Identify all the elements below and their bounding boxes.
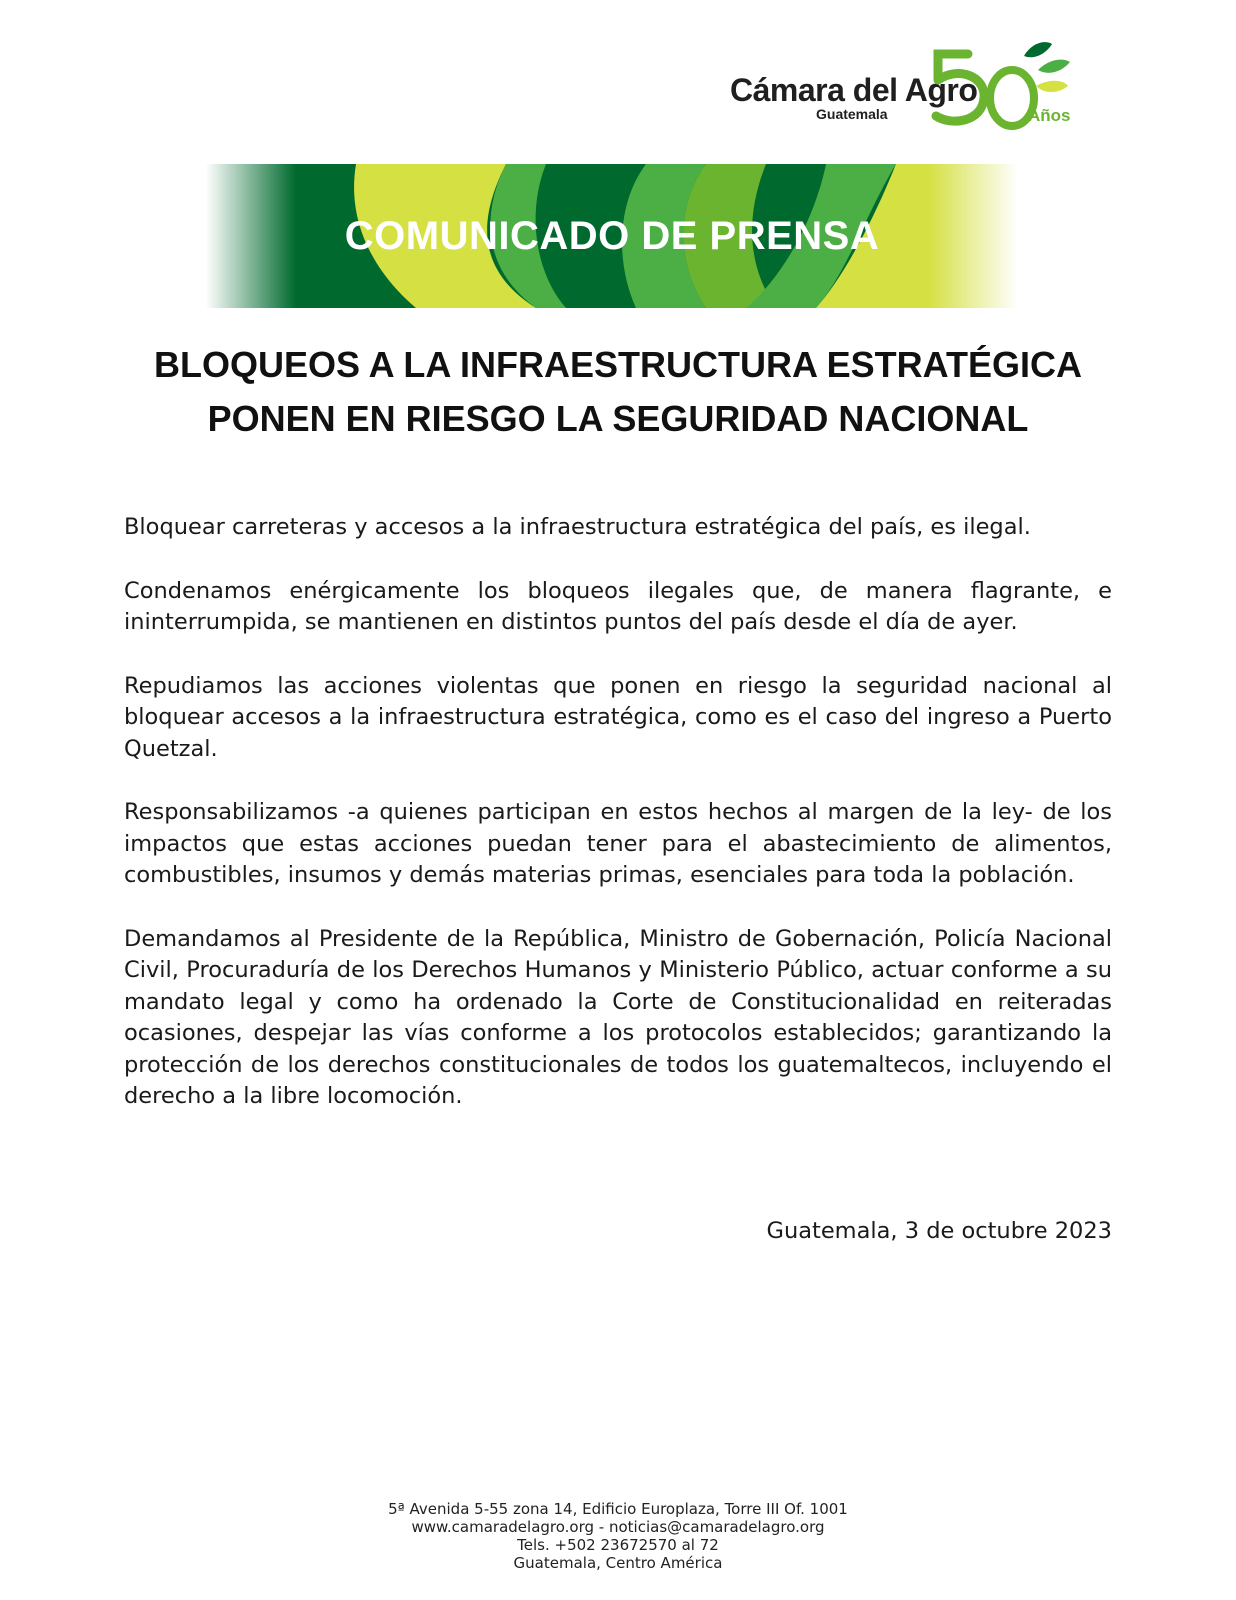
footer-location: Guatemala, Centro América <box>513 1554 723 1572</box>
logo-anos: Años <box>1028 106 1071 125</box>
footer-address: 5ª Avenida 5-55 zona 14, Edificio Europlaza, Torre III Of. 1001 <box>388 1500 848 1518</box>
footer-phones: Tels. +502 23672570 al 72 <box>517 1536 719 1554</box>
press-release-banner <box>206 164 1018 308</box>
headline-line-1: BLOQUEOS A LA INFRAESTRUCTURA ESTRATÉGICA <box>154 344 1082 385</box>
paragraph: Responsabilizamos -a quienes participan en estos hechos al margen de la ley- de los impactos que estas acciones puedan tener para el abastecimiento de alimentos, combustibles, insumos y demás materias primas, esenciales para toda la población. <box>124 799 1112 888</box>
statement-body <box>124 512 1112 1145</box>
logo-name: Cámara del Agro <box>730 72 978 108</box>
footer-web-email: www.camaradelagro.org - noticias@camaradelagro.org <box>411 1518 825 1536</box>
headline-line-2: PONEN EN RIESGO LA SEGURIDAD NACIONAL <box>207 398 1029 439</box>
paragraph: Bloquear carreteras y accesos a la infraestructura estratégica del país, es ilegal. <box>124 514 1031 540</box>
headline <box>120 338 1116 446</box>
banner-title: COMUNICADO DE PRENSA <box>344 214 880 258</box>
logo <box>730 36 1090 136</box>
paragraph: Repudiamos las acciones violentas que ponen en riesgo la seguridad nacional al bloquear accesos a la infraestructura estratégica, como es el caso del ingreso a Puerto Quetzal. <box>124 672 1112 762</box>
dateline: Guatemala, 3 de octubre 2023 <box>766 1218 1112 1244</box>
paragraph: Demandamos al Presidente de la República, Ministro de Gobernación, Policía Nacional Civil, Procuraduría de los Derechos Humanos y Ministerio Público, actuar conforme a su mandato legal y como ha ordenado la Corte de Constitucionalidad en reiteradas ocasiones, despejar las vías conforme a los protocolos establecidos; garantizando la protección de los derechos constitucionales de todos los guatemaltecos, incluyendo el derecho a la libre locomoción. <box>124 925 1112 1109</box>
logo-subtitle: Guatemala <box>816 106 888 122</box>
paragraph: Condenamos enérgicamente los bloqueos ilegales que, de manera flagrante, e ininterrumpida, se mantienen en distintos puntos del país desde el día de ayer. <box>124 577 1112 635</box>
footer <box>0 1500 1236 1572</box>
